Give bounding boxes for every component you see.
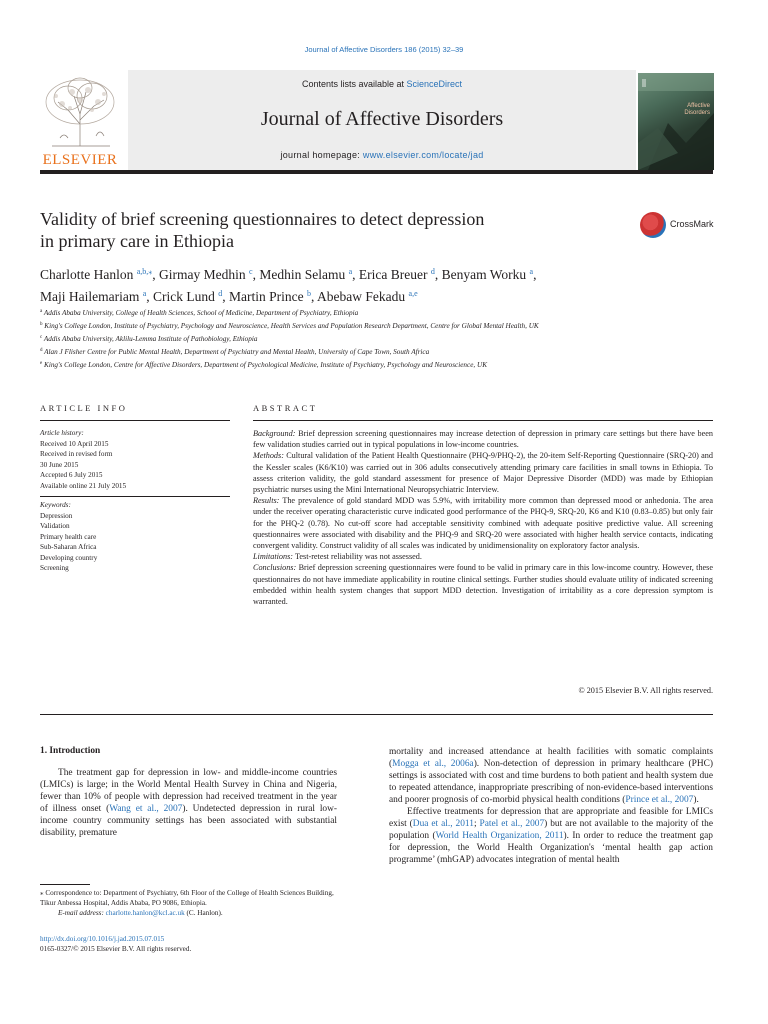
author-name[interactable]: Girmay Medhin — [159, 267, 246, 282]
email-line — [40, 908, 340, 918]
affiliation-text: King's College London, Centre for Affective Disorders, Department of Psychological Medicine, Institute of Psychiatry, Psychology and Neuroscience, UK — [44, 361, 487, 369]
affiliation-key: d — [40, 348, 43, 353]
abstract-section-label: Results: — [253, 496, 280, 506]
history-item: Received in revised form — [40, 450, 113, 458]
crossmark-label: CrossMark — [670, 219, 714, 229]
contents-prefix: Contents lists available at — [301, 79, 407, 89]
author-affiliation-marker[interactable]: a — [142, 289, 147, 298]
body-text: ). Non-detection of depression in primary healthcare (PHC) settings is associated with cost and time burdens to both patient and health system due to repeated attendance, inappropriate prescribing of non-evidence-based interventions and poorer prognosis of co-morbid physical health conditions ( — [389, 759, 713, 805]
author-name[interactable]: Benyam Worku — [441, 267, 527, 282]
citation-link[interactable]: Prince et al., 2007 — [625, 795, 694, 805]
affiliation-item — [40, 358, 680, 371]
homepage-label: journal homepage: — [280, 150, 363, 160]
body-text: Effective treatments for depression that are appropriate and feasible for LMICs exist ( — [389, 807, 713, 829]
keywords — [40, 500, 230, 574]
abstract-section-label: Background: — [253, 429, 296, 438]
history-item: Received 10 April 2015 — [40, 439, 109, 448]
body-text: ; — [473, 819, 480, 829]
abstract-section-text: Brief depression screening questionnaires were found to be valid in primary care in this low-income country. However, these questionnaires do not have immediate applicability in routine clinical settings. Further studies should evaluate utility of indicated screening embedded within health system changes that support MDD detection. Investigation of irritability as a core depression symptom is warranted. — [253, 563, 713, 607]
homepage-line — [128, 150, 636, 160]
keywords-label: Keywords: — [40, 501, 71, 509]
issn-line: 0165-0327/© 2015 Elsevier B.V. All rights reserved. — [40, 945, 192, 953]
keyword-item: Primary health care — [40, 532, 97, 541]
abstract-divider — [253, 420, 713, 421]
body-text: ). Undetected depression in rural low-income country community settings has been associated with substantial disability, premature — [40, 804, 337, 838]
citation-link[interactable]: Mogga et al., 2006a — [392, 759, 474, 769]
author-name[interactable]: Abebaw Fekadu — [317, 289, 406, 304]
article-history — [40, 428, 230, 491]
article-title — [40, 208, 600, 252]
author-affiliation-marker[interactable]: a — [348, 267, 353, 276]
affiliation-item — [40, 345, 680, 358]
history-item: Accepted 6 July 2015 — [40, 471, 103, 479]
body-text: mortality and increased attendance at health facilities with somatic complaints ( — [389, 747, 713, 769]
history-item: Available online 21 July 2015 — [40, 481, 127, 490]
journal-reference-link[interactable]: Journal of Affective Disorders 186 (2015) 32–39 — [304, 45, 464, 54]
abstract-section-text: Brief depression screening questionnaires may increase detection of depression in primary care settings but there have been few validation studies carried out in typical populations in low-income countries. — [253, 429, 713, 450]
body-text: ). — [693, 795, 699, 805]
affiliation-list — [40, 306, 680, 371]
citation-link[interactable]: Wang et al., 2007 — [109, 804, 183, 814]
email-label: E-mail address: — [58, 909, 106, 917]
affiliation-key: a — [40, 309, 43, 314]
affiliation-key: e — [40, 361, 43, 366]
body-left-column — [40, 745, 337, 839]
body-text: The treatment gap for depression in low- and middle-income countries (LMICs) is large; in the World Mental Health Survey in China and Nigeria, fewer than 10% of people with depression had received treatment in the year of illness onset ( — [40, 768, 337, 814]
elsevier-tree-icon — [40, 74, 120, 150]
footnote-marker: ⁎ — [40, 889, 44, 897]
homepage-link[interactable]: www.elsevier.com/locate/jad — [362, 150, 484, 160]
email-suffix: (C. Hanlon). — [184, 909, 223, 917]
contents-line — [128, 79, 636, 89]
article-info-heading: ARTICLE INFO — [40, 403, 128, 413]
abstract-copyright: © 2015 Elsevier B.V. All rights reserved. — [578, 686, 713, 695]
citation-link[interactable]: Patel et al., 2007 — [479, 819, 545, 829]
abstract-section — [253, 428, 713, 450]
journal-masthead — [40, 70, 713, 170]
keyword-item: Screening — [40, 564, 69, 572]
abstract-section-text: The prevalence of gold standard MDD was 5.9%, with irritability more common than depressed mood or anhedonia. The area under the receiver operating characteristic curve indicated good performance of the PHQ-9, SRQ-20, K6 and K10 (0.83–0.85) but only fair for the PHQ-2 (0.78). No cut-off score had acceptable sensitivity combined with adequate positive predictive value. All screening questionnaires were associated with disability and the PHQ-9 and SRQ-20 were associated with higher health service contacts, indicating convergent validity. Construct validity of all scales was indicated by unidimensionality on exploratory factor analysis. — [253, 496, 713, 551]
author-name[interactable]: Erica Breuer — [358, 267, 428, 282]
abstract-body — [253, 428, 713, 607]
abstract-heading: ABSTRACT — [253, 403, 318, 413]
affiliation-key: b — [40, 322, 43, 327]
body-text: ). In order to reduce the treatment gap for depression, the World Health Organization's ‘mental health gap action programme’ (mhGAP) advocates integration of mental health — [389, 831, 713, 865]
author-name[interactable]: Charlotte Hanlon — [40, 267, 134, 282]
abstract-section-label: Conclusions: — [253, 563, 297, 573]
header-divider — [40, 170, 713, 174]
author-name[interactable]: Crick Lund — [153, 289, 215, 304]
keyword-item: Depression — [40, 511, 73, 520]
elsevier-logo[interactable] — [40, 74, 120, 170]
cover-title-line1: Affective — [687, 103, 710, 109]
body-paragraph — [389, 806, 713, 866]
keyword-item: Sub-Saharan Africa — [40, 543, 97, 551]
body-text: ) but are not available to the majority of the population ( — [389, 819, 713, 841]
abstract-section — [253, 551, 713, 562]
abstract-section — [253, 495, 713, 551]
affiliation-text: Addis Ababa University, Aklilu-Lemma Institute of Pathobiology, Ethiopia — [43, 335, 258, 343]
sciencedirect-link[interactable]: ScienceDirect — [406, 79, 463, 89]
history-label: Article history: — [40, 429, 84, 437]
cover-title-line2: Disorders — [684, 109, 710, 116]
affiliation-item — [40, 319, 680, 332]
abstract-bottom-divider — [40, 714, 713, 715]
author-affiliation-marker[interactable]: b — [307, 289, 312, 298]
author-affiliation-marker[interactable]: a — [529, 267, 534, 276]
doi-block — [40, 934, 191, 954]
abstract-section — [253, 562, 713, 607]
author-affiliation-marker[interactable]: c — [249, 267, 253, 276]
article-info-divider — [40, 420, 230, 421]
article-title-line1: Validity of brief screening questionnaires to detect depression — [40, 209, 485, 229]
keyword-item: Developing country — [40, 553, 98, 562]
abstract-section-text: Cultural validation of the Patient Health Questionnaire (PHQ-9/PHQ-2), the 20-item Self-Reporting Questionnaire (SRQ-20) and the Kessler scales (K6/K10) was carried out in 306 adults consecutively attending primary care facilities in small towns in Ethiopia. To assess criterion validity, the gold standard assessment for presence of Major Depressive Disorder (MDD) was made by Ethiopian psychiatric nurses using the Mini International Neuropsychiatric Interview. — [253, 451, 713, 495]
keywords-divider — [40, 496, 230, 497]
body-paragraph — [389, 746, 713, 806]
author-affiliation-marker[interactable]: a,e — [408, 289, 418, 298]
correspondence-footnote — [40, 888, 340, 918]
affiliation-text: King's College London, Institute of Psychiatry, Psychology and Neuroscience, Health Services and Population Research Department, Centre for Global Mental Health, UK — [44, 322, 539, 330]
citation-link[interactable]: Dua et al., 2011 — [412, 819, 474, 829]
cover-art-icon — [638, 73, 714, 170]
author-affiliation-marker[interactable]: d — [430, 267, 435, 276]
body-paragraph — [40, 767, 337, 839]
journal-title: Journal of Affective Disorders — [260, 108, 504, 130]
keyword-item: Validation — [40, 522, 70, 530]
affiliation-text: Addis Ababa University, College of Health Sciences, School of Medicine, Department of Psychiatry, Ethiopia — [43, 309, 359, 317]
author-affiliation-marker[interactable]: d — [218, 289, 223, 298]
abstract-section-label: Limitations: — [253, 552, 294, 562]
cover-title — [684, 103, 710, 116]
section-heading-introduction: 1. Introduction — [40, 746, 101, 756]
affiliation-item — [40, 332, 680, 345]
author-name[interactable]: Martin Prince — [229, 289, 304, 304]
author-name[interactable]: Medhin Selamu — [259, 267, 346, 282]
elsevier-wordmark: ELSEVIER — [42, 152, 118, 168]
affiliation-key: c — [40, 335, 43, 340]
doi-link[interactable]: http://dx.doi.org/10.1016/j.jad.2015.07.015 — [40, 935, 165, 943]
correspondence-address: Correspondence to: Department of Psychiatry, 6th Floor of the College of Health Sciences Building, Tikur Anbessa Hospital, Addis Ababa, PO 9086, Ethiopia. — [40, 889, 334, 907]
affiliation-item — [40, 306, 680, 319]
article-title-line2: in primary care in Ethiopia — [40, 231, 234, 251]
journal-banner — [128, 70, 636, 170]
correspondence-text — [40, 888, 340, 908]
body-right-column — [389, 746, 713, 866]
footnote-divider — [40, 884, 90, 885]
abstract-section-label: Methods: — [253, 451, 284, 461]
affiliation-text: Alan J Flisher Centre for Public Mental Health, Department of Psychiatry and Mental Health, University of Cape Town, South Africa — [44, 348, 430, 356]
journal-cover-image[interactable] — [638, 73, 714, 170]
history-item: 30 June 2015 — [40, 460, 79, 469]
crossmark-button[interactable] — [640, 212, 730, 240]
author-affiliation-marker[interactable]: a,b,⁎ — [136, 267, 153, 276]
email-link[interactable]: charlotte.hanlon@kcl.ac.uk — [105, 909, 185, 917]
crossmark-icon — [640, 212, 666, 238]
author-name[interactable]: Maji Hailemariam — [40, 289, 140, 304]
author-list: Charlotte Hanlon $^{a,b,⁎}$, Girmay Medhin $^c$, Medhin Selamu $^a$, Erica Breuer $^d$, Benyam Worku $^a$, Maji Hailemariam $^a$, Crick Lund $^d$, Martin Prince $^b$, Abebaw Fekadu $^{a,e}$ — [40, 267, 537, 304]
abstract-section — [253, 450, 713, 495]
abstract-section-text: Test-retest reliability was not assessed. — [293, 552, 422, 562]
citation-link[interactable]: World Health Organization, 2011 — [435, 831, 564, 841]
